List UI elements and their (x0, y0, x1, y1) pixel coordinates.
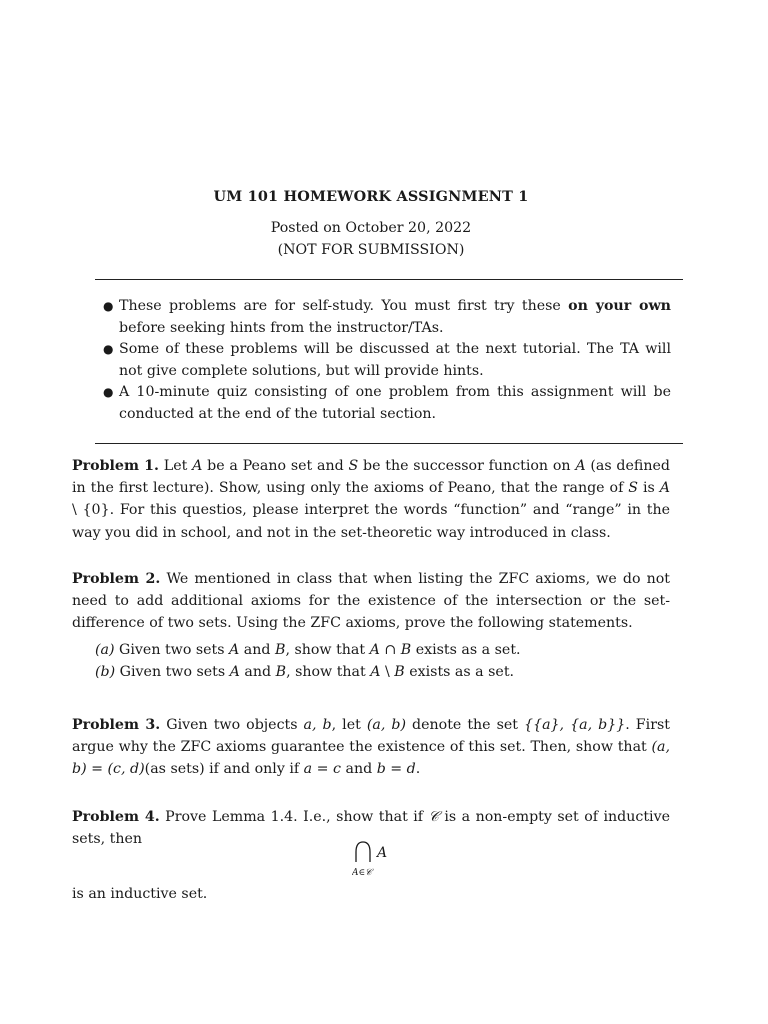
problem-text: be the successor function on (358, 458, 576, 474)
problem-text: (as defined in the first lecture). Show, using only the axioms of Peano, that the range of (72, 458, 670, 497)
posted-date: Posted on October 20, 2022 (270, 220, 472, 236)
math-var: 𝒞 (428, 809, 439, 825)
bullet-icon: ● (103, 299, 114, 313)
instruction-emphasis: on your own (568, 298, 671, 314)
math-expr: a = c (303, 761, 341, 778)
math-expr: (a, b) (366, 717, 406, 733)
problem-2b (95, 661, 670, 684)
math-expr: a, b (303, 717, 332, 733)
instruction-text: before seeking hints from the instructor/TAs. (119, 319, 444, 336)
problem-text: \ {0}. For this questios, please interpret the words “function” and “range” in the way you did in school, and not in the set-theoretic way introduced in class. (72, 502, 670, 541)
problem-text: and (340, 761, 377, 778)
big-intersection-icon (356, 842, 370, 862)
page-title: UM 101 HOMEWORK ASSIGNMENT 1 (213, 188, 529, 205)
math-op: ∩ (379, 642, 401, 658)
problem-text: , show that (286, 664, 371, 680)
math-var: B (400, 642, 412, 658)
top-rule (95, 279, 683, 280)
problem-label: Problem 4. (72, 809, 160, 825)
problem-text: and (239, 664, 276, 680)
math-var: S (348, 458, 359, 474)
problem-text: Given two sets (115, 664, 230, 680)
problem-text: Given two objects (160, 717, 304, 733)
problem-text: exists as a set. (411, 642, 521, 658)
problem-text: , let (331, 717, 367, 733)
problem-text: be a Peano set and (202, 458, 349, 474)
problem-text: Prove Lemma 1.4. I.e., show that if (159, 809, 429, 825)
problem-text: . (415, 761, 421, 778)
instructions-list (103, 296, 671, 425)
math-expr: {{a}, {a, b}} (524, 717, 626, 733)
instruction-text: A 10-minute quiz consisting of one problem from this assignment will be conducted at the end of the tutorial section. (119, 384, 671, 422)
big-intersection-formula (352, 838, 412, 882)
instruction-text: These problems are for self-study. You must first try these (119, 298, 569, 314)
problem-4-closing: is an inductive set. (72, 886, 208, 902)
problem-text: Let (158, 458, 193, 474)
math-var: A (370, 664, 381, 680)
math-var: A (192, 458, 203, 474)
problem-1 (72, 455, 670, 544)
math-var: B (394, 664, 405, 680)
math-expr: (a, b) = (c, d) (72, 739, 670, 778)
problem-text: exists as a set. (404, 664, 515, 680)
problem-label: Problem 2. (72, 571, 161, 587)
math-var: A (229, 664, 240, 680)
math-expr: b = d (376, 761, 416, 778)
math-var: A (575, 458, 586, 474)
math-var: A (369, 642, 380, 658)
problem-text: We mentioned in class that when listing the ZFC axioms, we do not need to add additional axioms for the existence of the intersection or the set-difference of two sets. Using the ZFC axioms, prove the following statements. (72, 571, 670, 632)
sub-label: (a) (95, 642, 115, 658)
problem-text: (as sets) if and only if (144, 761, 304, 778)
math-var: B (275, 642, 286, 658)
bullet-icon: ● (103, 385, 114, 399)
problem-text: , show that (285, 642, 370, 658)
problem-text: is (638, 480, 660, 497)
list-item (103, 339, 671, 382)
list-item (103, 382, 671, 425)
math-var: S (628, 480, 639, 497)
problem-text: . First argue why the ZFC axioms guarantee the existence of this set. Then, show that (72, 717, 670, 756)
problem-text: Given two sets (114, 642, 230, 658)
instruction-text: Some of these problems will be discussed at the next tutorial. The TA will not give complete solutions, but will provide hints. (119, 341, 671, 379)
formula-variable: A (377, 845, 388, 861)
problem-text: denote the set (406, 717, 525, 733)
list-item (103, 296, 671, 339)
math-op: \ (380, 664, 395, 680)
problem-text: and (239, 642, 275, 658)
problem-text: is a non-empty set of inductive sets, then (72, 809, 670, 848)
math-var: A (659, 480, 670, 497)
sub-label: (b) (95, 664, 116, 680)
problem-2 (72, 568, 670, 635)
formula-subscript: A∈𝒞 (352, 868, 372, 878)
math-var: B (275, 664, 287, 680)
problem-2a (95, 639, 670, 662)
submission-note: (NOT FOR SUBMISSION) (277, 242, 465, 258)
problem-label: Problem 3. (72, 717, 161, 733)
bullet-icon: ● (103, 342, 114, 356)
problem-label: Problem 1. (72, 458, 159, 474)
math-var: A (229, 642, 240, 658)
bottom-rule (95, 443, 683, 444)
problem-3 (72, 714, 670, 781)
